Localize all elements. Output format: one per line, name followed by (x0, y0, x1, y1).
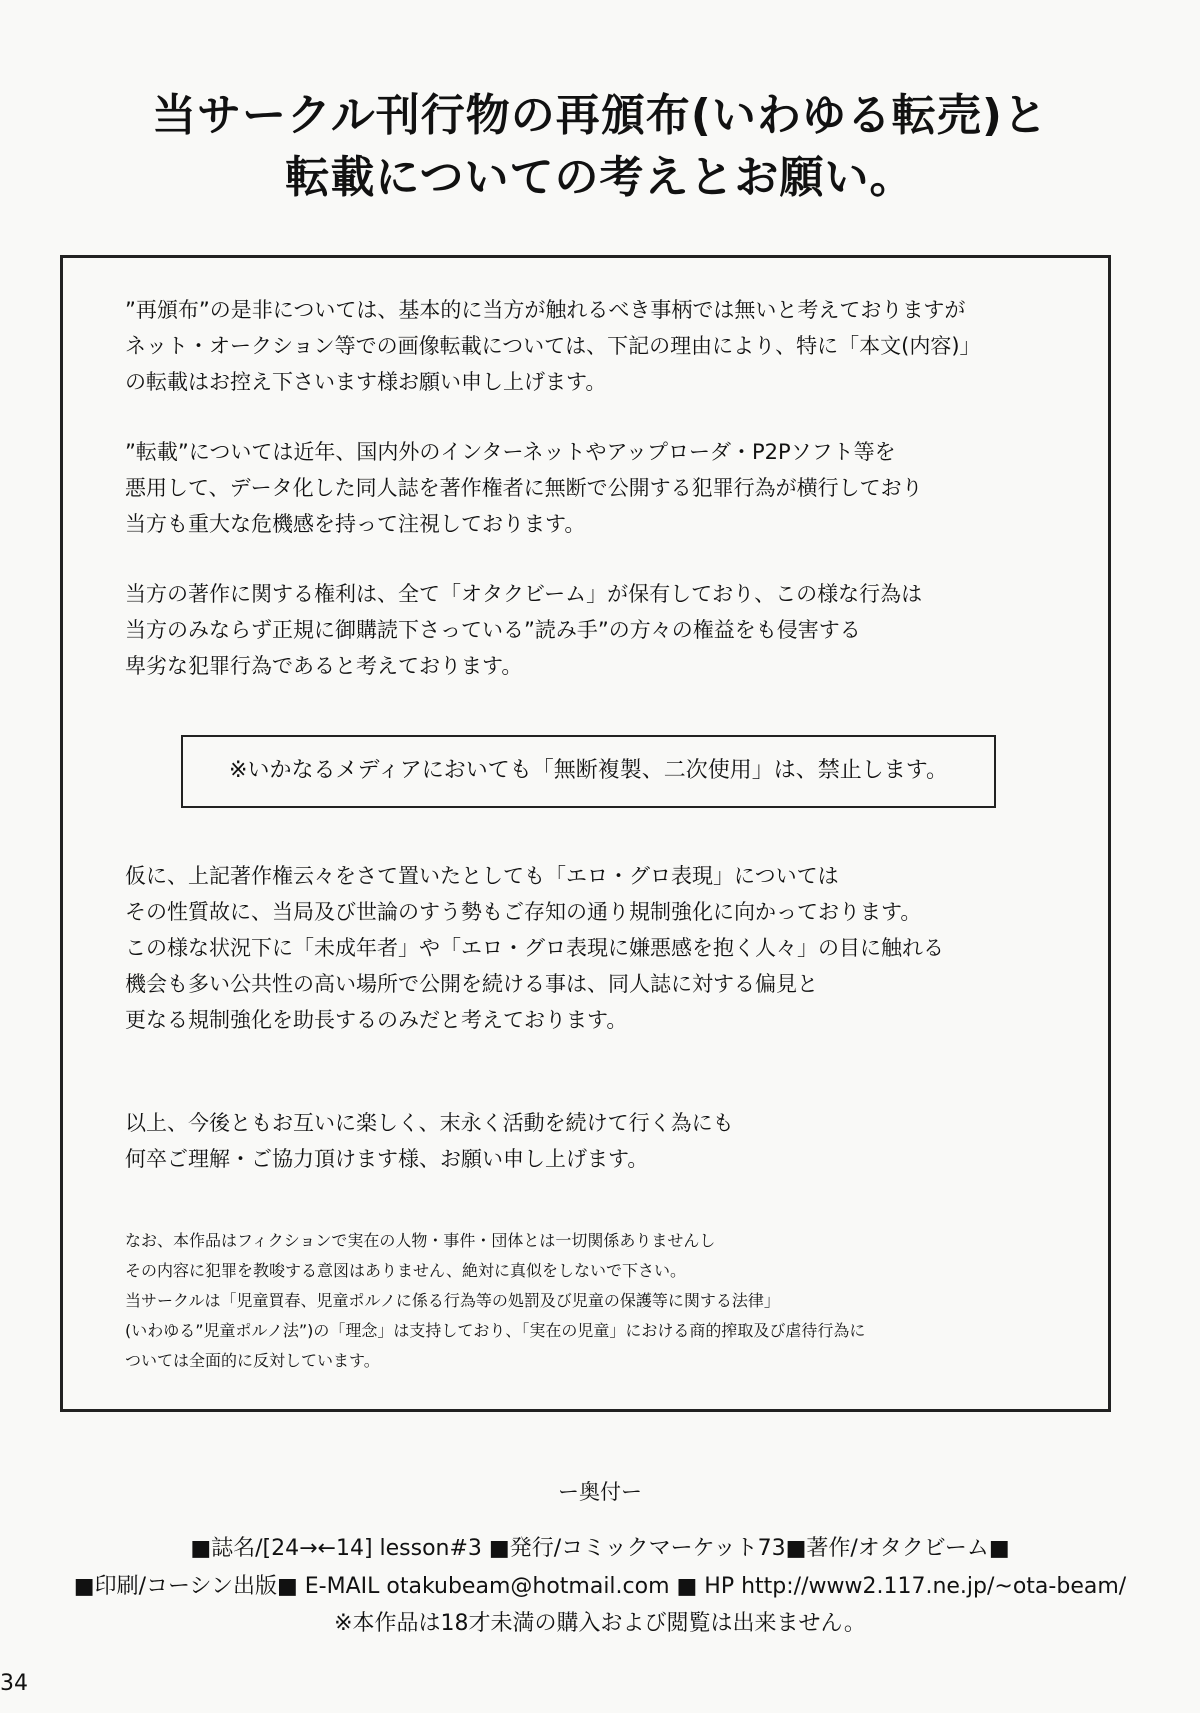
age-restriction-note: ※本作品は18才未満の購入および閲覧は出来ません。 (334, 1611, 866, 1636)
text-line: 何卒ご理解・ご協力頂けます様、お願い申し上げます。 (125, 1147, 649, 1171)
text-line: この様な状況下に「未成年者」や「エロ・グロ表現に嫌悪感を抱く人々」の目に触れる (125, 936, 944, 960)
text-line: その性質故に、当局及び世論のすう勢もご存知の通り規制強化に向かっております。 (125, 900, 922, 924)
paragraph-regulation (125, 858, 1055, 1038)
text-line: 当方の著作に関する権利は、全て「オタクビーム」が保有しており、この様な行為は (125, 582, 923, 606)
colophon-contact-line: ■印刷/コーシン出版■ E-MAIL otakubeam@hotmail.com ■ HP http://www2.117.ne.jp/~ota-beam/ (73, 1574, 1127, 1599)
text-line: ついては全面的に反対しています。 (125, 1351, 380, 1370)
text-line: 当方のみならず正規に御購読下さっている”読み手”の方々の権益をも侵害する (125, 618, 861, 642)
paragraph-reposting (125, 434, 1055, 542)
text-line: ”再頒布”の是非については、基本的に当方が触れるべき事柄では無いと考えておりますが (125, 298, 966, 322)
text-line: 当方も重大な危機感を持って注視しております。 (125, 512, 586, 536)
page-number: 34 (0, 1671, 28, 1696)
paragraph-closing (125, 1105, 1055, 1177)
text-line: ”転載”については近年、国内外のインターネットやアップローダ・P2Pソフト等を (125, 440, 896, 464)
page-title-line-1: 当サークル刊行物の再頒布(いわゆる転売)と (152, 90, 1048, 141)
page-title-line-2: 転載についての考えとお願い。 (285, 152, 915, 203)
text-line: 仮に、上記著作権云々をさて置いたとしても「エロ・グロ表現」については (125, 864, 839, 888)
colophon-heading: ー奥付ー (558, 1480, 642, 1504)
disclaimer-text (125, 1226, 1055, 1376)
text-line: 悪用して、データ化した同人誌を著作権者に無断で公開する犯罪行為が横行しており (125, 476, 923, 500)
prohibition-notice-box: ※いかなるメディアにおいても「無断複製、二次使用」は、禁止します。 (181, 735, 996, 808)
text-line: その内容に犯罪を教唆する意図はありません、絶対に真似をしないで下さい。 (125, 1261, 686, 1280)
text-line: 更なる規制強化を助長するのみだと考えております。 (125, 1008, 628, 1032)
text-line: 卑劣な犯罪行為であると考えております。 (125, 654, 523, 678)
text-line: 当サークルは「児童買春、児童ポルノに係る行為等の処罰及び児童の保護等に関する法律」 (125, 1291, 780, 1310)
text-line: なお、本作品はフィクションで実在の人物・事件・団体とは一切関係ありませんし (125, 1231, 716, 1250)
paragraph-redistribution (125, 292, 1055, 400)
text-line: ネット・オークション等での画像転載については、下記の理由により、特に「本文(内容)」 (125, 334, 981, 358)
text-line: 機会も多い公共性の高い場所で公開を続ける事は、同人誌に対する偏見と (125, 972, 818, 996)
paragraph-rights (125, 576, 1055, 684)
text-line: の転載はお控え下さいます様お願い申し上げます。 (125, 370, 607, 394)
text-line: (いわゆる”児童ポルノ法”)の「理念」は支持しており、「実在の児童」における商的搾取及び虐待行為に (125, 1321, 866, 1340)
colophon-title-line: ■誌名/[24→←14] lesson#3 ■発行/コミックマーケット73■著作/オタクビーム■ (190, 1536, 1010, 1561)
text-line: 以上、今後ともお互いに楽しく、末永く活動を続けて行く為にも (125, 1111, 734, 1135)
